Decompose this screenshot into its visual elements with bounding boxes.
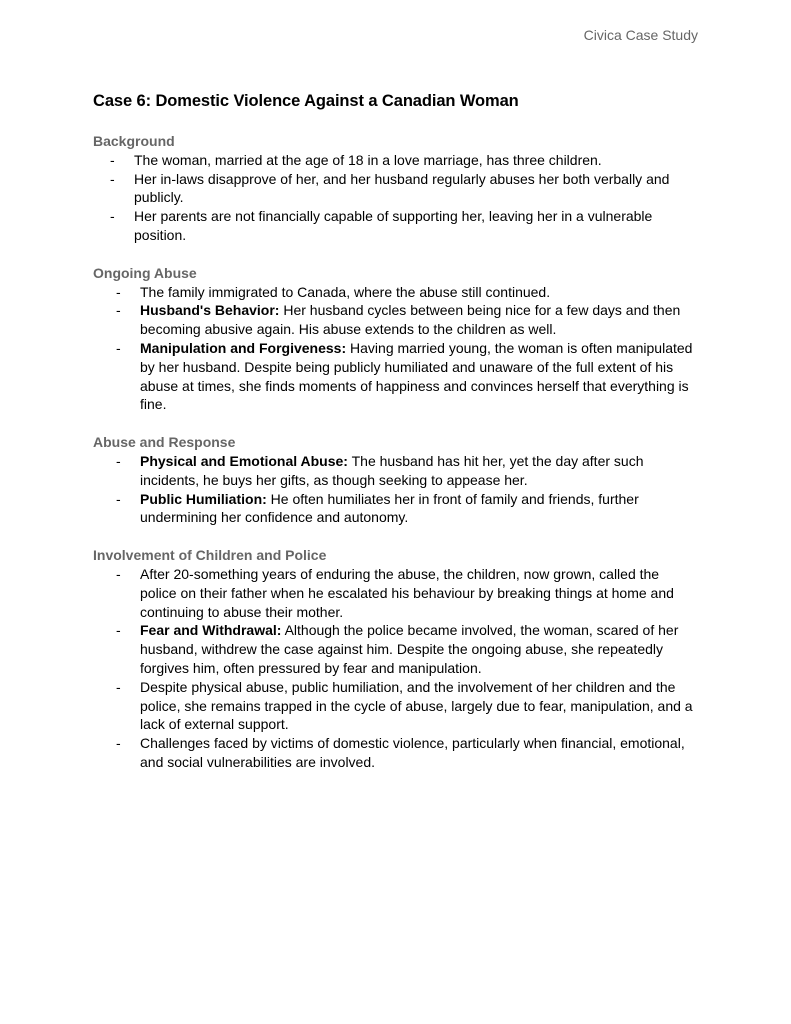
dash-bullet: - <box>116 565 121 582</box>
dash-bullet: - <box>116 490 121 507</box>
list-item: - Manipulation and Forgiveness: Having married young, the woman is often manipulated by her husband. Despite being publicly humiliated and unaware of the full extent of his abuse at times, she finds moments of happiness and convinces herself that everything is fine. <box>116 339 693 413</box>
section-ongoing-abuse <box>93 264 698 414</box>
document-title: Case 6: Domestic Violence Against a Canadian Woman <box>93 92 519 110</box>
dash-bullet: - <box>110 151 115 168</box>
section-abuse-and-response <box>93 433 698 527</box>
section-heading: Ongoing Abuse <box>93 264 197 281</box>
document-body <box>93 132 698 791</box>
section-heading: Background <box>93 133 175 149</box>
list-item: - Challenges faced by victims of domestic violence, particularly when financial, emotional, and social vulnerabilities are involved. <box>116 735 685 770</box>
bullet-list <box>93 452 698 527</box>
dash-bullet: - <box>116 735 121 752</box>
section-children-and-police <box>93 546 698 772</box>
list-item: - Husband's Behavior: Her husband cycles between being nice for a few days and then becoming abusive again. His abuse extends to the children as well. <box>116 302 681 338</box>
dash-bullet: - <box>110 208 115 225</box>
bullet-list <box>93 283 698 415</box>
list-item: - The woman, married at the age of 18 in a love marriage, has three children. <box>110 151 602 168</box>
bullet-list <box>93 565 698 772</box>
list-item: - Fear and Withdrawal: Although the police became involved, the woman, scared of her husband, withdrew the case against him. Despite the ongoing abuse, she repeatedly forgives him, often pressured by fear and manipulation. <box>116 622 679 676</box>
list-item: - Physical and Emotional Abuse: The husband has hit her, yet the day after such incidents, he buys her gifts, as though seeking to appease her. <box>116 452 644 488</box>
list-item: - Her parents are not financially capable of supporting her, leaving her in a vulnerable position. <box>110 208 653 243</box>
section-heading: Abuse and Response <box>93 434 236 451</box>
dash-bullet: - <box>116 622 121 639</box>
dash-bullet: - <box>116 678 121 695</box>
dash-bullet: - <box>110 170 115 187</box>
header-label: Civica Case Study <box>583 27 698 43</box>
bullet-list <box>93 151 698 245</box>
list-item: - Despite physical abuse, public humiliation, and the involvement of her children and the police, she remains trapped in the cycle of abuse, largely due to fear, manipulation, and a lack of external support. <box>116 678 693 733</box>
list-item: - The family immigrated to Canada, where the abuse still continued. <box>116 283 551 300</box>
list-item: - Public Humiliation: He often humiliates her in front of family and friends, further undermining her confidence and autonomy. <box>116 490 639 526</box>
dash-bullet: - <box>116 302 121 319</box>
dash-bullet: - <box>116 452 121 469</box>
dash-bullet: - <box>116 283 121 300</box>
list-item: - Her in-laws disapprove of her, and her husband regularly abuses her both verbally and publicly. <box>110 170 670 206</box>
section-background <box>93 132 698 245</box>
dash-bullet: - <box>116 339 121 356</box>
list-item: - After 20-something years of enduring the abuse, the children, now grown, called the police on their father when he escalated his behaviour by breaking things at home and continuing to abuse their mother. <box>116 565 674 620</box>
section-heading: Involvement of Children and Police <box>93 547 327 564</box>
